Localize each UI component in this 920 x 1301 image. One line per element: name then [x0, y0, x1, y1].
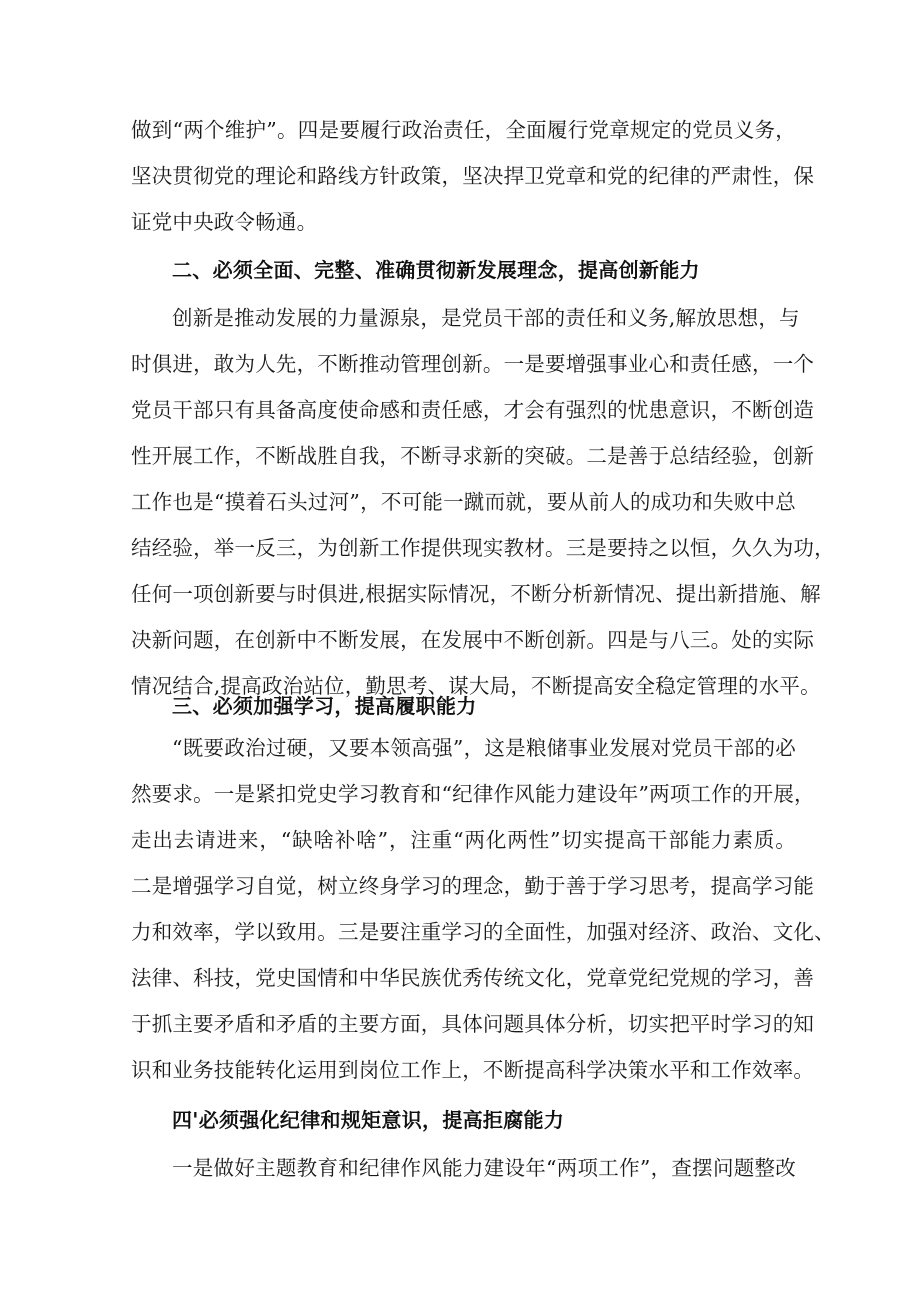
paragraph-line: 性开展工作，不断战胜自我，不断寻求新的突破。二是善于总结经验，创新: [131, 444, 815, 468]
paragraph-line: “既要政治过硬，又要本领高强”，这是粮储事业发展对党员干部的必: [172, 736, 796, 760]
paragraph-line: 时俱进，敢为人先，不断推动管理创新。一是要增强事业心和责任感，一个: [131, 352, 815, 376]
paragraph-line: 结经验，举一反三，为创新工作提供现实教材。三是要持之以恒，久久为功，: [131, 536, 835, 560]
paragraph-line: 任何一项创新要与时俱进,根据实际情况，不断分析新情况、提出新措施、解: [131, 582, 821, 606]
paragraph-line: 党员干部只有具备高度使命感和责任感，才会有强烈的忧患意识，不断创造: [131, 398, 815, 422]
paragraph-line: 决新问题，在创新中不断发展，在发展中不断创新。四是与八三。处的实际: [131, 628, 815, 652]
paragraph-line: 二是增强学习自觉，树立终身学习的理念，勤于善于学习思考，提高学习能: [131, 874, 815, 898]
paragraph-line: 证党中央政令畅通。: [131, 210, 318, 234]
section-heading-3: 三、必须加强学习，提高履职能力: [172, 694, 477, 718]
paragraph-line: 情况结合,提高政治站位，勤思考、谋大局，不断提高安全稳定管理的水平。: [131, 674, 821, 698]
paragraph-line: 力和效率，学以致用。三是要注重学习的全面性，加强对经济、政治、文化、: [131, 920, 835, 944]
paragraph-line: 于抓主要矛盾和矛盾的主要方面，具体问题具体分析，切实把平时学习的知: [131, 1012, 815, 1036]
paragraph-line: 然要求。一是紧扣党史学习教育和“纪律作风能力建设年”两项工作的开展，: [131, 782, 815, 806]
paragraph-line: 工作也是“摸着石头过河”，不可能一蹴而就，要从前人的成功和失败中总: [131, 490, 796, 514]
paragraph-line: 走出去请进来，“缺啥补啥”，注重“两化两性”切实提高干部能力素质。: [131, 828, 796, 852]
paragraph-line: 识和业务技能转化运用到岗位工作上，不断提高科学决策水平和工作效率。: [131, 1058, 815, 1082]
paragraph-line: 创新是推动发展的力量源泉，是党员干部的责任和义务,解放思想，与: [172, 306, 800, 330]
section-heading-2: 二、必须全面、完整、准确贯彻新发展理念，提高创新能力: [172, 258, 700, 282]
paragraph-line: 坚决贯彻党的理论和路线方针政策，坚决捍卫党章和党的纪律的严肃性，保: [131, 164, 815, 188]
paragraph-line: 做到“两个维护”。四是要履行政治责任，全面履行党章规定的党员义务，: [131, 118, 796, 142]
paragraph-line: 一是做好主题教育和纪律作风能力建设年“两项工作”，查摆问题整改: [172, 1156, 796, 1180]
paragraph-line: 法律、科技，党史国情和中华民族优秀传统文化，党章党纪党规的学习，善: [131, 966, 815, 990]
section-heading-4: 四'必须强化纪律和规矩意识，提高拒腐能力: [172, 1108, 565, 1132]
